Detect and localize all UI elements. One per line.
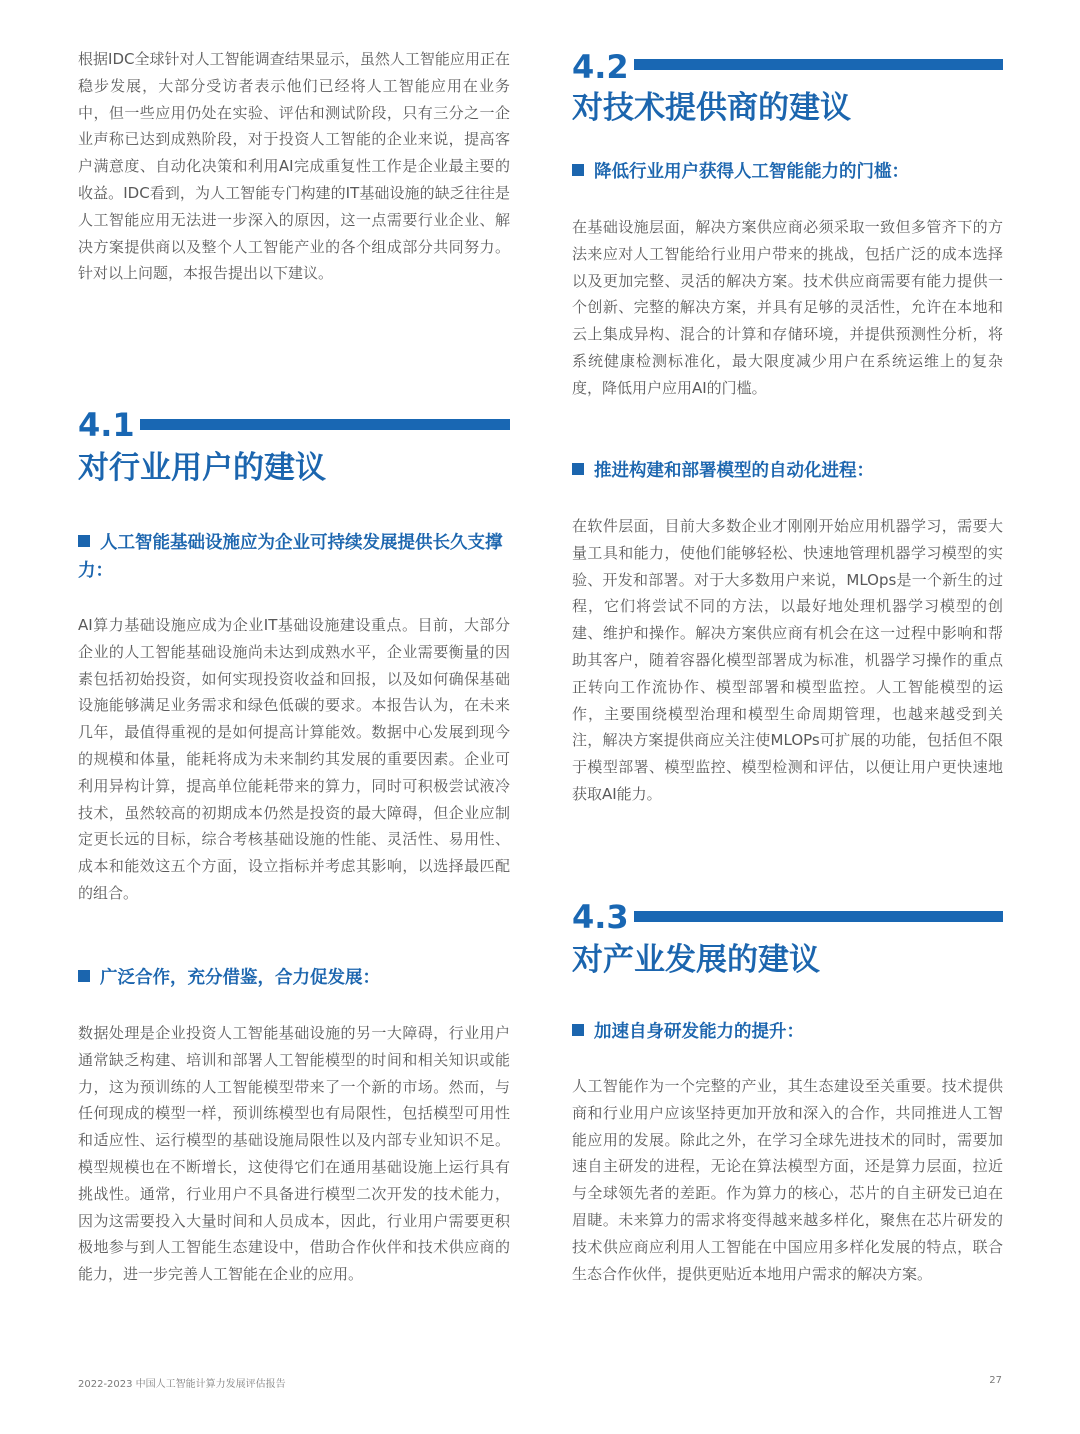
subsection-title: 人工智能基础设施应为企业可持续发展提供长久支撑力： [78,533,503,581]
section-4-2-header [572,50,1003,128]
subsection-body: 人工智能作为一个完整的产业，其生态建设至关重要。技术提供商和行业用户应该坚持更加开放和深入的合作，共同推进人工智能应用的发展。除此之外，在学习全球先进技术的同时，需要加速自主研发的进程，无论在算法模型方面，还是算力层面，拉近与全球领先者的差距。作为算力的核心，芯片的自主研发已迫在眉睫。未来算力的需求将变得越来越多样化，聚焦在芯片研发的技术供应商应利用人工智能在中国应用多样化发展的特点，联合生态合作伙伴，提供更贴近本地用户需求的解决方案。 [572,1077,1003,1283]
footer-report-title: 2022-2023 中国人工智能计算力发展评估报告 [78,1379,286,1390]
section-4-1-header [78,408,510,488]
subsection-body: 在基础设施层面，解决方案供应商必须采取一致但多管齐下的方法来应对人工智能给行业用户带来的挑战，包括广泛的成本选择以及更加完整、灵活的解决方案。技术供应商需要有能力提供一个创新、完整的解决方案，并具有足够的灵活性，允许在本地和云上集成异构、混合的计算和存储环境，并提供预测性分析，将系统健康检测标准化，最大限度减少用户在系统运维上的复杂度，降低用户应用AI的门槛。 [572,218,1003,397]
square-bullet-icon [572,1024,584,1036]
square-bullet-icon [78,970,90,982]
subsection-automation [572,457,1003,485]
subsection-body: 数据处理是企业投资人工智能基础设施的另一大障碍，行业用户通常缺乏构建、培训和部署人工智能模型的时间和相关知识或能力，这为预训练的人工智能模型带来了一个新的市场。然而，与任何现成的模型一样，预训练模型也有局限性，包括模型可用性和适应性、运行模型的基础设施局限性以及内部专业知识不足。模型规模也在不断增长，这使得它们在通用基础设施上运行具有挑战性。通常，行业用户不具备进行模型二次开发的技术能力，因为这需要投入大量时间和人员成本，因此，行业用户需要更积极地参与到人工智能生态建设中，借助合作伙伴和技术供应商的能力，进一步完善人工智能在企业的应用。 [78,1024,510,1284]
subsection-title: 广泛合作，充分借鉴，合力促发展： [78,964,510,992]
subsection-title: 降低行业用户获得人工智能能力的门槛： [572,158,1003,186]
subsection-infrastructure [78,529,510,585]
section-bar [634,59,1003,70]
subsection-body: AI算力基础设施应成为企业IT基础设施建设重点。目前，大部分企业的人工智能基础设施尚未达到成熟水平，企业需要衡量的因素包括初始投资，如何实现投资收益和回报，以及如何确保基础设施能够满足业务需求和绿色低碳的要求。本报告认为，在未来几年，最值得重视的是如何提高计算能效。数据中心发展到现今的规模和体量，能耗将成为未来制约其发展的重要因素。企业可利用异构计算，提高单位能耗带来的算力，同时可积极尝试液冷技术，虽然较高的初期成本仍然是投资的最大障碍，但企业应制定更长远的目标，综合考核基础设施的性能、灵活性、易用性、成本和能效这五个方面，设立指标并考虑其影响，以选择最匹配的组合。 [78,616,510,902]
subsection-title: 加速自身研发能力的提升： [572,1018,1003,1046]
subsection-cooperation [78,964,510,992]
subsection-title: 推进构建和部署模型的自动化进程： [572,457,1003,485]
square-bullet-icon [78,535,90,547]
subsection-lower-threshold [572,158,1003,186]
square-bullet-icon [572,164,584,176]
subsection-rd [572,1018,1003,1046]
footer-page-number: 27 [989,1375,1002,1386]
section-number: 4.2 [572,48,629,86]
section-bar [634,911,1003,922]
section-number: 4.3 [572,898,629,936]
section-title: 对行业用户的建议 [78,450,326,486]
intro-paragraph: 根据IDC全球针对人工智能调查结果显示，虽然人工智能应用正在稳步发展，大部分受访者表示他们已经将人工智能应用在业务中，但一些应用仍处在实验、评估和测试阶段，只有三分之一企业声称已达到成熟阶段，对于投资人工智能的企业来说，提高客户满意度、自动化决策和利用AI完成重复性工作是企业最主要的收益。IDC看到，为人工智能专门构建的IT基础设施的缺乏往往是人工智能应用无法进一步深入的原因，这一点需要行业企业、解决方案提供商以及整个人工智能产业的各个组成部分共同努力。针对以上问题，本报告提出以下建议。 [78,50,510,283]
square-bullet-icon [572,463,584,475]
section-4-3-header [572,900,1003,980]
section-title: 对产业发展的建议 [572,942,820,978]
subsection-body: 在软件层面，目前大多数企业才刚刚开始应用机器学习，需要大量工具和能力，使他们能够轻松、快速地管理机器学习模型的实验、开发和部署。对于大多数用户来说，MLOps是一个新生的过程，它们将尝试不同的方法，以最好地处理机器学习模型的创建、维护和操作。解决方案供应商有机会在这一过程中影响和帮助其客户，随着容器化模型部署成为标准，机器学习操作的重点正转向工作流协作、模型部署和模型监控。人工智能模型的运作，主要围绕模型治理和模型生命周期管理，也越来越受到关注，解决方案提供商应关注使MLOPs可扩展的功能，包括但不限于模型部署、模型监控、模型检测和评估，以便让用户更快速地获取AI能力。 [572,517,1003,803]
section-title: 对技术提供商的建议 [572,90,851,126]
section-bar [140,419,510,430]
section-number: 4.1 [78,406,135,444]
